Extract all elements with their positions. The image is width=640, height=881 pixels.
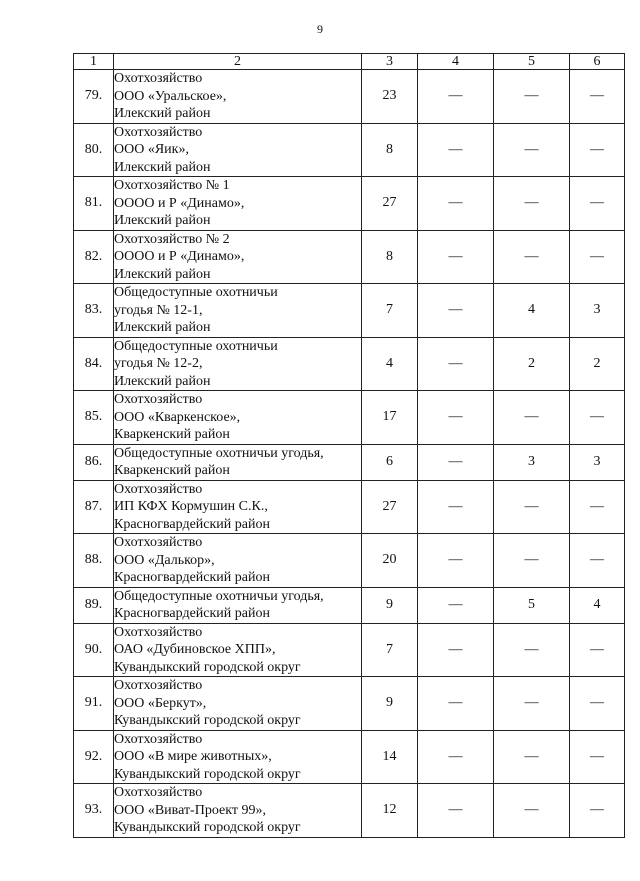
cell-col-6: — [570,784,625,838]
table-row [74,230,625,284]
hunting-grounds-table [73,53,625,838]
cell-col-3: 4 [362,337,418,391]
table-row [74,337,625,391]
name-line: Кувандыкский городской округ [114,713,301,728]
cell-col-3: 12 [362,784,418,838]
name-line: ООО «Беркут», [114,695,207,711]
cell-col-6: 2 [570,337,625,391]
name-line: ООО «Яик», [114,142,189,157]
name-line: Охотхозяйство [114,624,203,640]
name-line: Общедоступные охотничьи [114,338,278,354]
hunting-ground-name [114,230,362,284]
row-number: 90. [74,623,114,677]
name-line: Кувандыкский городской округ [114,766,301,782]
name-line: Кувандыкский городской округ [114,820,301,835]
name-line: Охотхозяйство [114,535,203,550]
cell-col-6: — [570,730,625,784]
cell-col-4: — [418,230,494,284]
cell-col-5: — [494,230,570,284]
cell-col-4: — [418,177,494,231]
table-row [74,123,625,177]
name-line: Илекский район [114,213,211,228]
hunting-ground-name [114,730,362,784]
cell-col-5: — [494,177,570,231]
hunting-ground-name [114,623,362,677]
cell-col-3: 8 [362,230,418,284]
cell-col-4: — [418,784,494,838]
name-line: Общедоступные охотничьи [114,285,278,300]
row-number: 93. [74,784,114,838]
cell-col-5: — [494,123,570,177]
row-number: 79. [74,70,114,124]
table-row [74,534,625,588]
name-line: ООО «В мире животных», [114,749,272,764]
cell-col-3: 14 [362,730,418,784]
column-header: 3 [362,54,418,70]
hunting-ground-name [114,70,362,124]
cell-col-6: 4 [570,587,625,623]
row-number: 87. [74,480,114,534]
cell-col-3: 9 [362,587,418,623]
name-line: Охотхозяйство [114,392,203,407]
row-number: 82. [74,230,114,284]
name-line: угодья № 12-1, [114,302,203,318]
cell-col-4: — [418,444,494,480]
row-number: 83. [74,284,114,338]
hunting-ground-name [114,784,362,838]
hunting-ground-name [114,284,362,338]
cell-col-4: — [418,480,494,534]
table-row [74,70,625,124]
name-line: Кваркенский район [114,463,230,478]
hunting-ground-name [114,444,362,480]
cell-col-6: 3 [570,284,625,338]
page-number: 9 [317,22,323,36]
cell-col-3: 9 [362,677,418,731]
cell-col-3: 7 [362,284,418,338]
name-line: Охотхозяйство № 1 [114,178,230,193]
hunting-ground-name [114,677,362,731]
name-line: Красногвардейский район [114,570,270,585]
table-row [74,284,625,338]
cell-col-4: — [418,534,494,588]
row-number: 84. [74,337,114,391]
hunting-ground-name [114,337,362,391]
row-number: 80. [74,123,114,177]
cell-col-5: 3 [494,444,570,480]
table-row [74,784,625,838]
cell-col-4: — [418,391,494,445]
column-header: 4 [418,54,494,70]
cell-col-3: 23 [362,70,418,124]
cell-col-6: — [570,230,625,284]
name-line: Охотхозяйство [114,481,203,497]
hunting-ground-name [114,177,362,231]
cell-col-6: — [570,623,625,677]
cell-col-5: — [494,391,570,445]
cell-col-4: — [418,623,494,677]
cell-col-6: — [570,677,625,731]
row-number: 86. [74,444,114,480]
column-header: 6 [570,54,625,70]
cell-col-5: — [494,730,570,784]
table-row [74,480,625,534]
name-line: ООО «Далькор», [114,552,215,568]
cell-col-5: 2 [494,337,570,391]
name-line: Охотхозяйство [114,785,203,800]
name-line: Илекский район [114,320,211,335]
name-line: Илекский район [114,266,211,282]
row-number: 92. [74,730,114,784]
name-line: ОАО «Дубиновское ХПП», [114,642,276,657]
cell-col-5: — [494,623,570,677]
name-line: Охотхозяйство [114,731,203,747]
cell-col-5: — [494,534,570,588]
cell-col-3: 17 [362,391,418,445]
name-line: Илекский район [114,373,211,389]
cell-col-6: 3 [570,444,625,480]
table-row [74,177,625,231]
name-line: ОООО и Р «Динамо», [114,195,245,211]
table-row [74,730,625,784]
cell-col-4: — [418,730,494,784]
name-line: ИП КФХ Кормушин С.К., [114,499,268,514]
cell-col-4: — [418,284,494,338]
cell-col-6: — [570,534,625,588]
column-header: 5 [494,54,570,70]
cell-col-6: — [570,480,625,534]
cell-col-3: 8 [362,123,418,177]
cell-col-5: 5 [494,587,570,623]
row-number: 91. [74,677,114,731]
hunting-ground-name [114,534,362,588]
cell-col-5: — [494,70,570,124]
column-header: 1 [74,54,114,70]
name-line: ООО «Виват-Проект 99», [114,802,266,818]
hunting-ground-name [114,123,362,177]
cell-col-3: 27 [362,177,418,231]
name-line: Кувандыкский городской округ [114,659,301,675]
name-line: Охотхозяйство [114,678,203,693]
name-line: Общедоступные охотничьи угодья, [114,445,324,461]
table-row [74,391,625,445]
row-number: 89. [74,587,114,623]
cell-col-6: — [570,177,625,231]
table-row [74,587,625,623]
name-line: Охотхозяйство [114,71,203,86]
name-line: Красногвардейский район [114,606,270,621]
name-line: Красногвардейский район [114,516,270,532]
cell-col-4: — [418,337,494,391]
hunting-ground-name [114,587,362,623]
cell-col-4: — [418,677,494,731]
name-line: Илекский район [114,106,211,121]
cell-col-6: — [570,70,625,124]
row-number: 88. [74,534,114,588]
row-number: 81. [74,177,114,231]
hunting-ground-name [114,391,362,445]
cell-col-5: 4 [494,284,570,338]
cell-col-4: — [418,587,494,623]
name-line: угодья № 12-2, [114,356,203,371]
header-row [74,54,625,70]
name-line: Кваркенский район [114,427,230,442]
cell-col-4: — [418,123,494,177]
cell-col-3: 6 [362,444,418,480]
name-line: ООО «Уральское», [114,88,227,104]
cell-col-3: 20 [362,534,418,588]
name-line: Общедоступные охотничьи угодья, [114,588,324,604]
hunting-ground-name [114,480,362,534]
name-line: ООО «Кваркенское», [114,409,241,425]
row-number: 85. [74,391,114,445]
cell-col-5: — [494,677,570,731]
table-row [74,677,625,731]
cell-col-3: 7 [362,623,418,677]
table-row [74,623,625,677]
cell-col-4: — [418,70,494,124]
table-body [74,70,625,838]
name-line: ОООО и Р «Динамо», [114,249,245,264]
name-line: Илекский район [114,159,211,175]
cell-col-6: — [570,123,625,177]
name-line: Охотхозяйство № 2 [114,231,230,247]
column-header: 2 [114,54,362,70]
cell-col-5: — [494,784,570,838]
cell-col-3: 27 [362,480,418,534]
cell-col-5: — [494,480,570,534]
name-line: Охотхозяйство [114,124,203,140]
table-row [74,444,625,480]
cell-col-6: — [570,391,625,445]
